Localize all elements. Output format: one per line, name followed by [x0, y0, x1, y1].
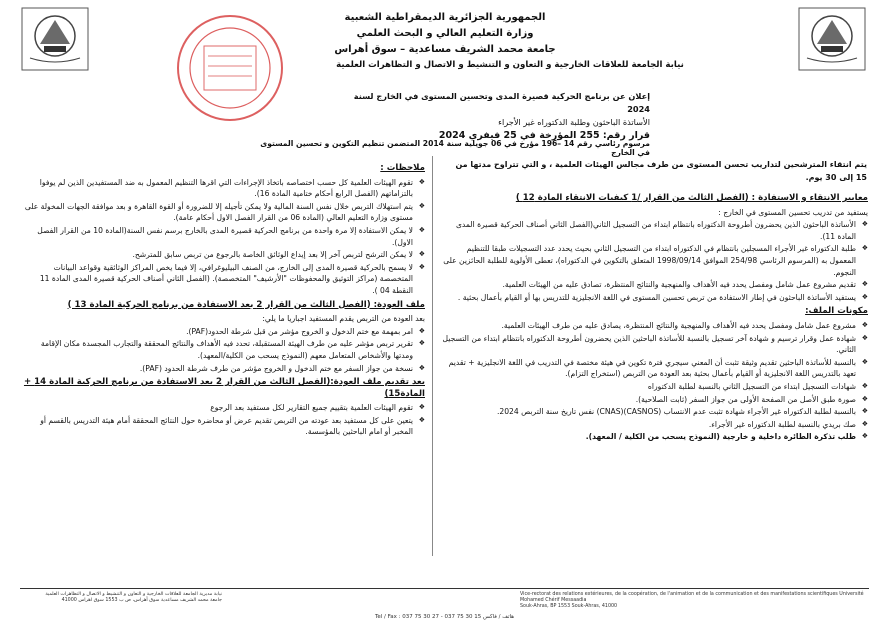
decision-number: قرار رقم: 255 المؤرخة في 25 فيفري 2024 — [438, 130, 650, 141]
file-item: ❖ صك بريدي بالنسبة لطلبة الدكتوراه غير الأجراء. — [440, 419, 868, 431]
note-item: ❖ لا يمكن الاستفادة إلا مرة واحدة من برنامج الحركية قصيرة المدى بالخارج برسم نفس السنة(المادة 10 من القرار الفصل الاول). — [20, 225, 425, 248]
return-item: ❖ امر بمهمة مع ختم الدخول و الخروج مؤشر من قبل شرطة الحدود(PAF). — [20, 326, 425, 338]
footer-right — [520, 592, 865, 610]
file-item: ❖ مشروع عمل شامل ومفصل يحدد فيه الأهداف والمنهجية والنتائج المنتظرة، يصادق عليه من طرف الهيئات العلمية. — [440, 320, 868, 332]
footer-left — [22, 592, 222, 604]
file-item: ❖ بالنسبة للأساتذة الباحثين تقديم وثيقة تثبت أن المعني سيجري فترة تكوين في هيئة مختصة في التدريب في اللغة الانجليزية + تقديم تعهد بالتدريس اللغة الانجليزية أو القيام بأعمال بحثية بعد العودة من التربص (استخراج التزام). — [440, 357, 868, 380]
return-item: ❖ تقرير تربص مؤشر عليه من طرف الهيئة المستقبلة، تحدد فيه الأهداف والنتائج المحققة والتجارب المجسدة مكان الإقامة ومدتها والأشخاص المتعامل معهم (النموذج يسحب من الكلية/المعهد). — [20, 338, 425, 361]
right-column — [440, 190, 868, 444]
after-return-title: بعد تقديم ملف العودة:(الفصل الثالث من القرار 2 بعد الاستفادة من برنامج الحركية المادة 14 + المادة15) — [23, 377, 425, 399]
note-item: ❖ يتم استهلاك التربص خلال نفس السنة المالية ولا يمكن تأجيله إلا للضرورة أو القوة القاهرة و بعد موافقة الجهات المخولة على مستوى وزارة التعليم العالي (المادة 06 من القرار الفصل الاول أحكام عامة). — [20, 201, 425, 224]
intro-paragraph: يتم انتقاء المترشحين لتداريب تحسن المستوى من طرف مجالس الهيئات العلمية ، و التي تتراوح مدتها من 15 إلى 30 يوم. — [455, 160, 867, 182]
criteria-item: ❖ يستفيد الأساتذة الباحثون في إطار الاستفادة من تربص تحسين المستوى في اللغة الانجليزية للتدريس بها أو القيام بأعمال بحثية . — [440, 292, 868, 304]
criteria-intro: يستفيد من تدريب تحسين المستوى في الخارج : — [718, 207, 868, 217]
university-logo-left — [20, 6, 90, 72]
notes-title: ملاحظات : — [380, 163, 425, 173]
return-item: ❖ نسخة من جواز السفر مع ختم الدخول و الخروج مؤشر من طرف شرطة الحدود (PAF). — [20, 363, 425, 375]
file-title: مكونات الملف: — [805, 306, 868, 317]
announcement-target: الأساتذة الباحثون وطلبة الدكتوراه غير الأجراء — [498, 117, 650, 127]
file-item: ❖ شهادات التسجيل ابتداء من التسجيل الثاني بالنسبة لطلبة الدكتوراه — [440, 381, 868, 393]
return-intro: بعد العودة من التربص يقدم المستفيد اجباريا ما يلي: — [262, 314, 425, 324]
file-item: ❖ صورة طبق الأصل من الصفحة الأولى من جواز السفر (ثابت الصلاحية). — [440, 394, 868, 406]
criteria-title: معايير الانتقاء و الاستفادة : (الفصل الثالث من القرار /1 كيفيات الانتقاء المادة 12 ) — [515, 193, 868, 203]
note-item: ❖ لا يمكن الترشح لتربص آخر إلا بعد إيداع الوثائق الخاصة بالرجوع من تربص سابق للمترشح. — [20, 249, 425, 261]
footer-right-line-1: Vice-rectorat des relations extérieures, de la coopération, de l'animation et de la communication et des manifestations scientifiques Université Mohamed Chérif Messaadia — [520, 592, 864, 603]
decree-line: مرسوم رئاسي رقم 14 –196 مؤرخ في 06 جويلية سنة 2014 المتضمن تنظيم التكوين و تحسين المستوى في الخارج — [260, 139, 650, 157]
announcement-block — [330, 90, 650, 142]
criteria-item: ❖ طلبة الدكتوراه غير الأجراء المسجلين بانتظام في الدكتوراه ابتداء من التسجيل الثاني بحيث يحدد عدد التسجيلات طبقا للتنظيم المعمول به (المرسوم الرئاسي 254/98 الموافق 1998/09/14 المتعلق بالتكوين في الدكتوراه)، تعطى الأولوية للطلبة الحائزين على النجوم. — [440, 243, 868, 278]
footer-left-line-2: جامعة محمد الشريف مساعدية سوق أهراس، ص ب 1553 سوق اهراس 41000 — [61, 598, 222, 603]
note-item: ❖ لا يسمح بالحركية قصيرة المدى إلى الخارج، من الصنف البيليوغرافي، إلا فيما يخص المراكز الوثائقية وقواعد البيانات المتخصصة (مراكز التوثيق والمحفوظات "الأرشيف" المتخصصة). (الفصل الثاني أصناف الحركية قصيرة المدى المادة 11 النقطة 04 ). — [20, 262, 425, 297]
announcement-title: إعلان عن برنامج الحركية قصيرة المدى وتحسين المستوى في الخارج لسنة 2024 — [353, 91, 650, 114]
criteria-item: ❖ تقديم مشروع عمل شامل ومفصل يحدد فيه الأهداف والمنهجية والنتائج المنتظرة، تصادق عليه من الهيئات العلمية. — [440, 279, 868, 291]
ministry-title: وزارة التعليم العالي و البحث العلمي — [356, 28, 534, 39]
return-title: ملف العودة: (الفصل الثالث من القرار 2 بعد الاستفادة من برنامج الحركية المادة 13 ) — [67, 299, 425, 310]
column-divider — [432, 156, 433, 556]
file-item: ❖ شهادة عمل وقرار ترسيم و شهادة آخر تسجيل بالنسبة للأساتذة الباحثين الذين يحضرون أطروحة الدكتوراه بانتظام ابتداء من التسجيل الثاني. — [440, 333, 868, 356]
footer-phone: Tel / Fax : 037 75 30 27 - 037 75 30 15 هاتف / فاكس — [374, 614, 515, 620]
left-column — [20, 160, 425, 439]
footer-left-line-1: نيابة مديرية الجامعة للعلاقات الخارجية و التعاون و التنشيط و الاتصال و التظاهرات العلمية — [45, 592, 222, 597]
note-item: ❖ تقوم الهيئات العلمية كل حسب اختصاصه باتخاذ الإجراءات التي اقرها التنظيم المعمول به ضد المستفيدين الذين لم يوفوا بالتزاماتهم (الفصل الرابع أحكام ختامية المادة 16). — [20, 177, 425, 200]
file-item: ❖ بالنسبة لطلبة الدكتوراه غير الأجراء شهادة تثبت عدم الانتساب (CASNOS)(CNAS) نفس تاريخ سنة التربص 2024. — [440, 406, 868, 418]
university-logo-right — [797, 6, 867, 72]
after-item: ❖ تقوم الهيئات العلمية بتقييم جميع التقارير لكل مستفيد بعد الرجوع — [20, 402, 425, 414]
criteria-item: ❖ الأساتذة الباحثون الذين يحضرون أطروحة الدكتوراه بانتظام ابتداء من التسجيل الثاني(الفصل الثاني أصناف الحركية قصيرة المدى المادة 11). — [440, 219, 868, 242]
file-item: ❖ طلب تذكرة الطائرة داخلية و خارجية (النموذج يسحب من الكلية / المعهد). — [440, 431, 868, 443]
university-title: جامعة محمد الشريف مساعدية – سوق أهراس — [334, 44, 556, 55]
republic-title: الجمهورية الجزائرية الديمقراطية الشعبية — [344, 12, 546, 23]
footer-rule — [20, 588, 869, 589]
after-item: ❖ يتعين على كل مستفيد بعد عودته من التربص تقديم عرض أو محاضرة حول النتائج المحققة أمام هيئة التدريس بالقسم أو المخبر أو امام الباحثين بالمؤسسة. — [20, 415, 425, 438]
footer-right-line-2: Souk-Ahras, BP 1553 Souk-Ahras, 41000 — [520, 604, 618, 609]
vice-rectorate-title: نيابة الجامعة للعلاقات الخارجية و التعاون و التنشيط و الاتصال و التظاهرات العلمية — [336, 60, 684, 70]
